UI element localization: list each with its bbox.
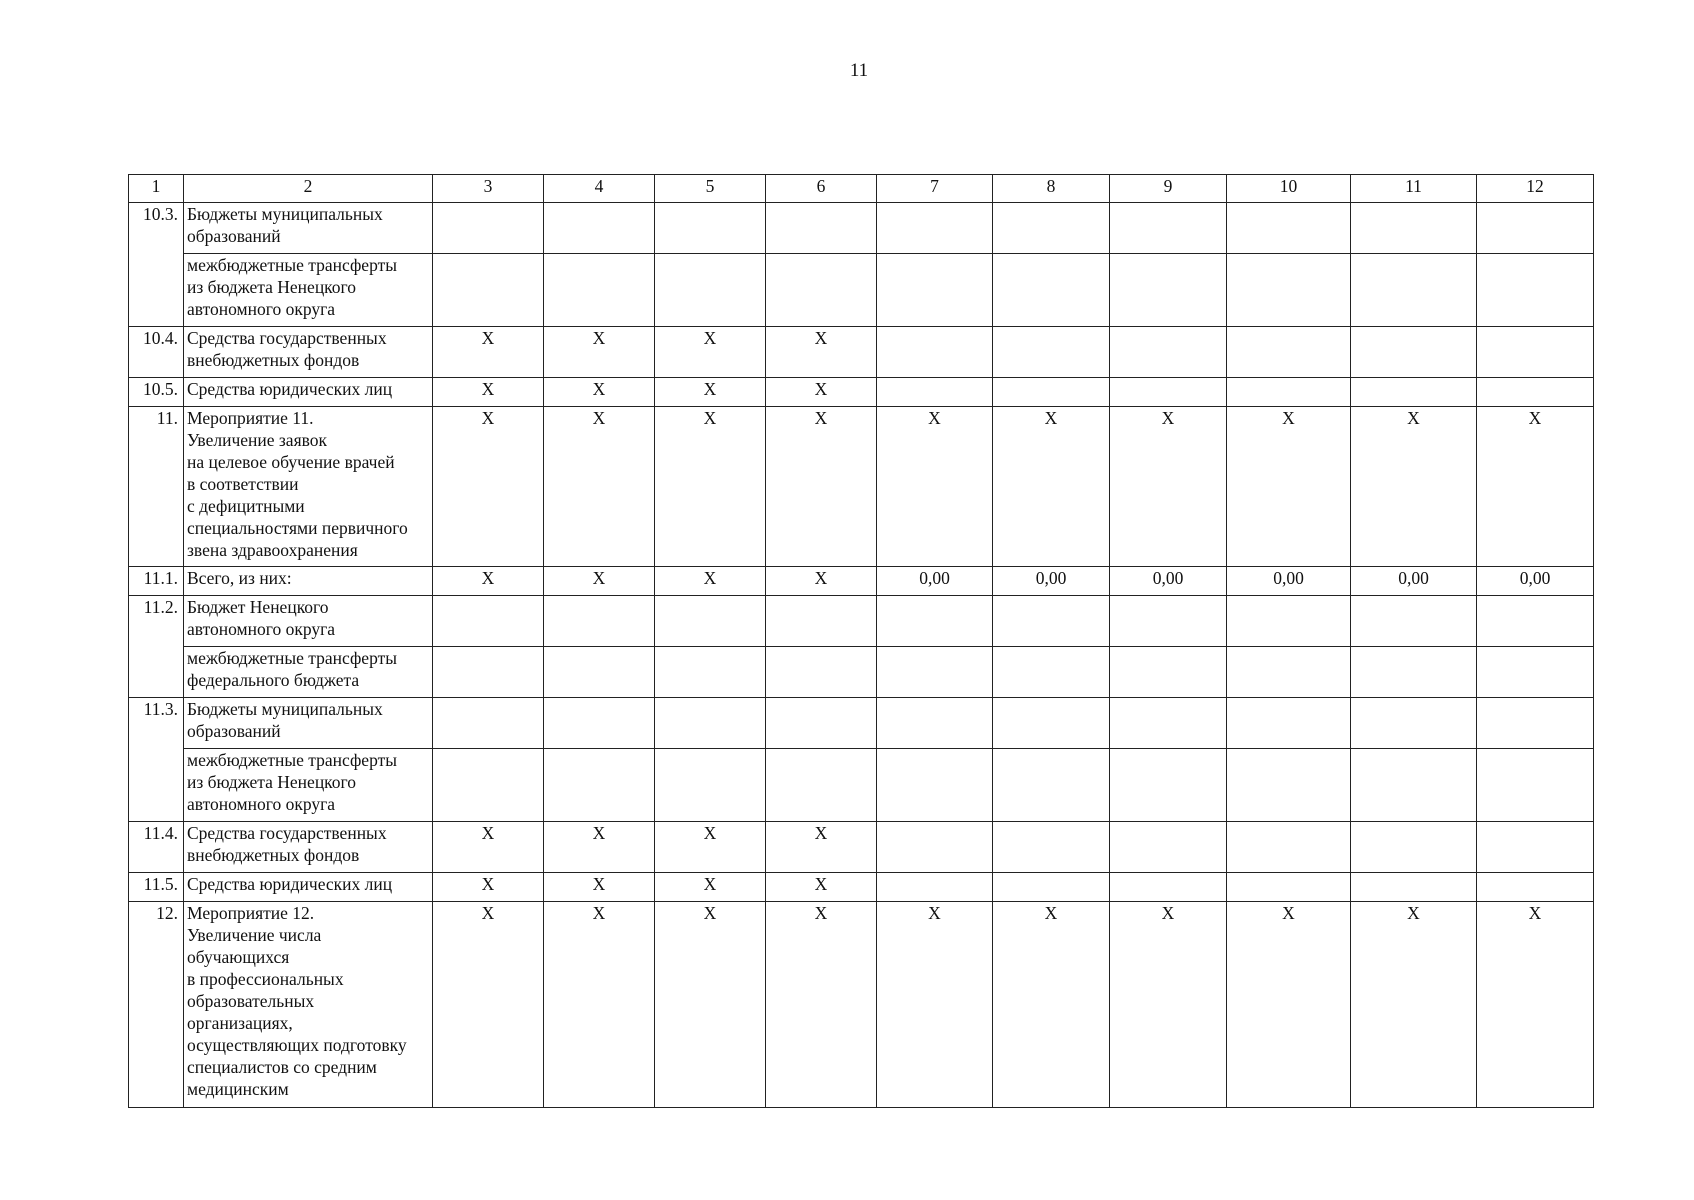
row-number: 11.5. (129, 873, 184, 902)
value-cell: Х (1477, 407, 1594, 567)
value-cell: Х (766, 378, 877, 407)
header-row (129, 175, 1594, 203)
row-label: Бюджеты муниципальных образований (184, 203, 433, 254)
value-cell: Х (1227, 902, 1351, 1108)
col-header-10: 10 (1227, 175, 1351, 203)
value-cell (433, 203, 544, 254)
value-cell (544, 647, 655, 698)
value-cell: Х (993, 902, 1110, 1108)
value-cell: Х (433, 327, 544, 378)
value-cell (433, 596, 544, 647)
value-cell (655, 254, 766, 327)
value-cell: Х (544, 822, 655, 873)
value-cell (1477, 203, 1594, 254)
row-number: 10.3. (129, 203, 184, 327)
value-cell (766, 647, 877, 698)
value-cell (544, 203, 655, 254)
table-row (129, 327, 1594, 378)
value-cell: Х (433, 902, 544, 1108)
value-cell (433, 647, 544, 698)
value-cell (877, 822, 993, 873)
value-cell (1110, 822, 1227, 873)
value-cell: Х (544, 873, 655, 902)
row-number: 12. (129, 902, 184, 1108)
value-cell (1227, 647, 1351, 698)
value-cell: Х (766, 407, 877, 567)
table-row (129, 203, 1594, 254)
value-cell (993, 749, 1110, 822)
value-cell (544, 254, 655, 327)
value-cell: Х (877, 407, 993, 567)
value-cell (766, 749, 877, 822)
value-cell: Х (655, 822, 766, 873)
value-cell (877, 378, 993, 407)
value-cell: 0,00 (1351, 567, 1477, 596)
value-cell (1477, 647, 1594, 698)
row-number: 11. (129, 407, 184, 567)
value-cell (433, 749, 544, 822)
value-cell (1227, 378, 1351, 407)
col-header-7: 7 (877, 175, 993, 203)
value-cell (1351, 327, 1477, 378)
value-cell (1227, 698, 1351, 749)
value-cell (1477, 596, 1594, 647)
value-cell (544, 596, 655, 647)
value-cell (877, 327, 993, 378)
value-cell: Х (766, 567, 877, 596)
value-cell (766, 596, 877, 647)
col-header-8: 8 (993, 175, 1110, 203)
table-body (129, 175, 1594, 1108)
row-number: 11.3. (129, 698, 184, 822)
value-cell: Х (433, 873, 544, 902)
table-row (129, 873, 1594, 902)
table-row (129, 902, 1594, 1108)
row-number: 11.4. (129, 822, 184, 873)
row-number: 11.2. (129, 596, 184, 698)
row-number: 11.1. (129, 567, 184, 596)
value-cell (993, 327, 1110, 378)
value-cell (877, 647, 993, 698)
value-cell (877, 698, 993, 749)
row-number: 10.4. (129, 327, 184, 378)
value-cell (766, 254, 877, 327)
value-cell: Х (766, 327, 877, 378)
value-cell: Х (433, 407, 544, 567)
value-cell (1351, 873, 1477, 902)
row-label: Средства юридических лиц (184, 873, 433, 902)
table-row (129, 254, 1594, 327)
value-cell: Х (1351, 902, 1477, 1108)
value-cell: 0,00 (1110, 567, 1227, 596)
value-cell (993, 822, 1110, 873)
page-number: 11 (849, 60, 869, 81)
value-cell (1351, 203, 1477, 254)
row-label: Мероприятие 12. Увеличение числа обучающихся в профессиональных образовательных организациях, осуществляющих подготовку специалистов со средним медицинским (184, 902, 433, 1108)
value-cell: Х (655, 378, 766, 407)
value-cell (1110, 254, 1227, 327)
value-cell (1477, 378, 1594, 407)
value-cell: Х (433, 378, 544, 407)
col-header-6: 6 (766, 175, 877, 203)
value-cell (1477, 254, 1594, 327)
value-cell (655, 596, 766, 647)
value-cell (993, 254, 1110, 327)
value-cell (1477, 873, 1594, 902)
row-label: Бюджет Ненецкого автономного округа (184, 596, 433, 647)
table-row (129, 647, 1594, 698)
value-cell: Х (1477, 902, 1594, 1108)
value-cell (1110, 596, 1227, 647)
row-label: межбюджетные трансферты из бюджета Ненецкого автономного округа (184, 254, 433, 327)
table-row (129, 698, 1594, 749)
value-cell: 0,00 (877, 567, 993, 596)
table-row (129, 567, 1594, 596)
value-cell (1110, 873, 1227, 902)
col-header-3: 3 (433, 175, 544, 203)
value-cell: Х (655, 873, 766, 902)
value-cell: Х (655, 327, 766, 378)
table-row (129, 822, 1594, 873)
value-cell (433, 254, 544, 327)
value-cell: Х (544, 327, 655, 378)
value-cell (1227, 822, 1351, 873)
value-cell (993, 596, 1110, 647)
value-cell: Х (766, 902, 877, 1108)
value-cell (877, 254, 993, 327)
value-cell (544, 698, 655, 749)
table-row (129, 596, 1594, 647)
value-cell (993, 647, 1110, 698)
value-cell (655, 203, 766, 254)
value-cell: Х (877, 902, 993, 1108)
value-cell: Х (993, 407, 1110, 567)
value-cell (1227, 596, 1351, 647)
col-header-1: 1 (129, 175, 184, 203)
row-label: Мероприятие 11. Увеличение заявок на целевое обучение врачей в соответствии с дефицитными специальностями первичного звена здравоохранения (184, 407, 433, 567)
value-cell (1477, 698, 1594, 749)
value-cell: Х (544, 378, 655, 407)
value-cell: Х (1351, 407, 1477, 567)
value-cell (1110, 647, 1227, 698)
value-cell (1477, 822, 1594, 873)
value-cell (993, 873, 1110, 902)
row-label: Всего, из них: (184, 567, 433, 596)
value-cell (1351, 822, 1477, 873)
value-cell (1110, 378, 1227, 407)
value-cell (1227, 327, 1351, 378)
value-cell (1110, 327, 1227, 378)
row-label: межбюджетные трансферты федерального бюджета (184, 647, 433, 698)
value-cell: Х (433, 567, 544, 596)
row-label: Средства государственных внебюджетных фондов (184, 822, 433, 873)
value-cell (655, 749, 766, 822)
value-cell: 0,00 (993, 567, 1110, 596)
value-cell (1351, 698, 1477, 749)
value-cell (766, 698, 877, 749)
value-cell (1227, 254, 1351, 327)
value-cell: 0,00 (1227, 567, 1351, 596)
value-cell: Х (766, 873, 877, 902)
value-cell: 0,00 (1477, 567, 1594, 596)
table-row (129, 749, 1594, 822)
value-cell (877, 873, 993, 902)
value-cell (1351, 378, 1477, 407)
col-header-11: 11 (1351, 175, 1477, 203)
row-number: 10.5. (129, 378, 184, 407)
value-cell (1227, 203, 1351, 254)
value-cell (993, 698, 1110, 749)
value-cell: Х (655, 567, 766, 596)
value-cell (1351, 647, 1477, 698)
value-cell (766, 203, 877, 254)
table-row (129, 407, 1594, 567)
value-cell (544, 749, 655, 822)
value-cell (1351, 749, 1477, 822)
value-cell: Х (766, 822, 877, 873)
col-header-12: 12 (1477, 175, 1594, 203)
value-cell (1477, 749, 1594, 822)
value-cell (877, 749, 993, 822)
col-header-2: 2 (184, 175, 433, 203)
value-cell: Х (655, 407, 766, 567)
value-cell (433, 698, 544, 749)
value-cell (1227, 873, 1351, 902)
value-cell (1110, 749, 1227, 822)
value-cell (1110, 203, 1227, 254)
value-cell (655, 647, 766, 698)
value-cell (1477, 327, 1594, 378)
value-cell: Х (1110, 902, 1227, 1108)
value-cell (877, 596, 993, 647)
col-header-5: 5 (655, 175, 766, 203)
col-header-4: 4 (544, 175, 655, 203)
value-cell (1351, 254, 1477, 327)
value-cell (1227, 749, 1351, 822)
value-cell: Х (544, 567, 655, 596)
value-cell: Х (1227, 407, 1351, 567)
row-label: Бюджеты муниципальных образований (184, 698, 433, 749)
value-cell (1351, 596, 1477, 647)
value-cell: Х (1110, 407, 1227, 567)
table-row (129, 378, 1594, 407)
row-label: межбюджетные трансферты из бюджета Ненецкого автономного округа (184, 749, 433, 822)
row-label: Средства юридических лиц (184, 378, 433, 407)
value-cell (993, 378, 1110, 407)
value-cell: Х (433, 822, 544, 873)
value-cell (1110, 698, 1227, 749)
value-cell (993, 203, 1110, 254)
value-cell (877, 203, 993, 254)
value-cell (655, 698, 766, 749)
value-cell: Х (544, 902, 655, 1108)
row-label: Средства государственных внебюджетных фондов (184, 327, 433, 378)
budget-table (128, 174, 1594, 1108)
col-header-9: 9 (1110, 175, 1227, 203)
value-cell: Х (544, 407, 655, 567)
value-cell: Х (655, 902, 766, 1108)
